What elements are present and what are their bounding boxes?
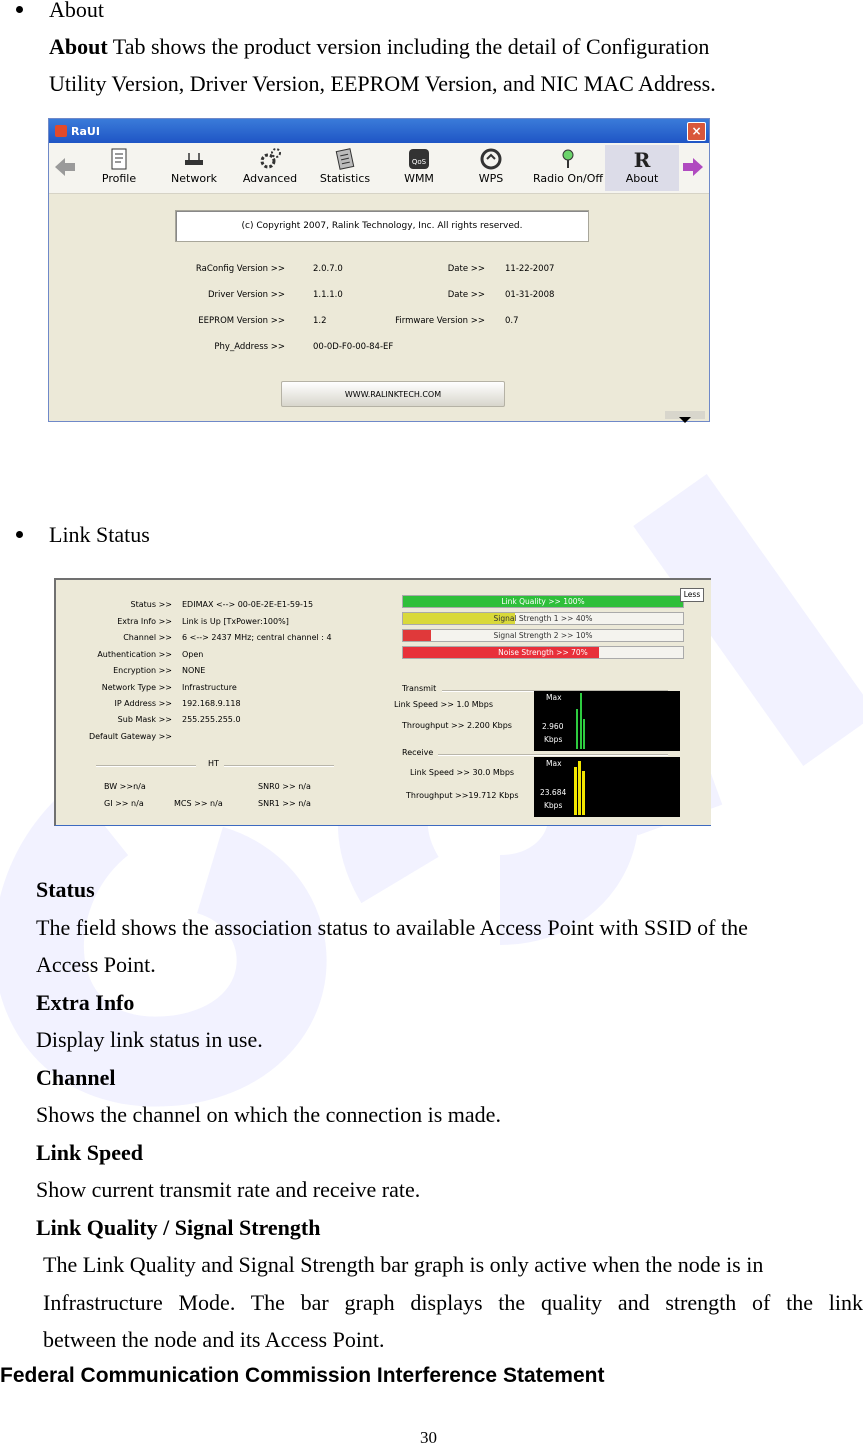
tab-wmm[interactable]: [397, 145, 441, 191]
sub-mask-label: Sub Mask >>: [117, 715, 172, 724]
tab-about-label: About: [625, 172, 659, 185]
ip-address-label: IP Address >>: [114, 699, 172, 708]
receive-rate: 23.684: [540, 788, 567, 797]
transmit-max-label: Max: [546, 693, 562, 702]
firmware-version-label: Firmware Version >>: [395, 316, 485, 326]
gear-icon: [258, 147, 282, 171]
receive-link-speed: Link Speed >> 30.0 Mbps: [410, 768, 515, 777]
radio-icon: [556, 147, 580, 171]
def-desc: The Link Quality and Signal Strength bar graph is only active when the node is in: [43, 1252, 764, 1277]
transmit-spike: [583, 719, 585, 749]
receive-unit: Kbps: [544, 801, 563, 810]
wmm-qos-icon: [407, 147, 431, 171]
encryption-label: Encryption >>: [113, 666, 172, 675]
signal-strength-2-bar: [402, 629, 684, 642]
def-term: Status: [36, 877, 95, 902]
link-status-bullet-label: Link Status: [49, 522, 150, 547]
forward-arrow-icon[interactable]: [679, 145, 707, 191]
transmit-unit: Kbps: [544, 735, 563, 744]
extra-info-label: Extra Info >>: [117, 617, 172, 626]
about-description-line1: [49, 28, 709, 65]
network-type-label: Network Type >>: [101, 683, 172, 692]
noise-strength-text: Noise Strength >> 70%: [498, 648, 588, 657]
noise-strength-bar: [402, 646, 684, 659]
transmit-spike: [576, 709, 578, 749]
transmit-spike: [580, 693, 582, 749]
raui-title: RaUI: [71, 124, 100, 138]
channel-value: 6 <--> 2437 MHz; central channel : 4: [182, 633, 332, 642]
sub-mask-value: 255.255.255.0: [182, 715, 241, 724]
mcs-value: MCS >> n/a: [174, 799, 223, 808]
driver-version-value: 1.1.1.0: [313, 290, 343, 300]
link-quality-bar: [402, 595, 684, 608]
receive-title: Receive: [402, 748, 434, 757]
def-desc: Shows the channel on which the connection is made.: [36, 1102, 501, 1127]
tab-wps[interactable]: [469, 145, 513, 191]
wps-icon: [479, 147, 503, 171]
tab-wmm-label: WMM: [404, 172, 434, 185]
default-gateway-label: Default Gateway >>: [88, 732, 172, 741]
fcc-heading: Federal Communication Commission Interference Statement: [0, 1364, 605, 1387]
receive-max-label: Max: [546, 759, 562, 768]
back-arrow-icon[interactable]: [51, 145, 79, 191]
ip-address-value: 192.168.9.118: [182, 699, 241, 708]
tab-statistics[interactable]: [315, 145, 375, 191]
def-term: Link Quality / Signal Strength: [36, 1214, 321, 1240]
link-quality-text: Link Quality >> 100%: [501, 597, 585, 606]
receive-throughput: Throughput >>19.712 Kbps: [406, 791, 519, 800]
scroll-down-icon[interactable]: [665, 411, 705, 419]
close-button[interactable]: ×: [687, 122, 706, 141]
authentication-value: Open: [182, 650, 204, 659]
raui-window: [48, 118, 710, 422]
status-value: EDIMAX <--> 00-0E-2E-E1-59-15: [182, 600, 314, 609]
phy-address-label: Phy_Address >>: [214, 342, 285, 352]
transmit-title: Transmit: [402, 684, 437, 693]
profile-icon: [107, 147, 131, 171]
about-panel: [49, 194, 709, 421]
def-status: [36, 871, 863, 984]
snr0-value: SNR0 >> n/a: [258, 782, 311, 791]
about-description-line2: Utility Version, Driver Version, EEPROM Version, and NIC MAC Address.: [49, 71, 716, 96]
transmit-link-speed: Link Speed >> 1.0 Mbps: [394, 700, 493, 709]
network-type-value: Infrastructure: [182, 683, 237, 692]
network-icon: [182, 147, 206, 171]
tab-advanced[interactable]: [239, 145, 301, 191]
def-link-speed: [36, 1134, 863, 1209]
tab-profile-label: Profile: [101, 172, 137, 185]
def-desc: Infrastructure Mode. The bar graph displays the quality and strength of the link: [43, 1289, 863, 1315]
def-term: Channel: [36, 1064, 116, 1090]
def-desc: Display link status in use.: [36, 1027, 263, 1052]
gi-value: GI >> n/a: [104, 799, 144, 808]
driver-version-label: Driver Version >>: [207, 290, 285, 300]
def-channel: [36, 1059, 863, 1134]
extra-info-value: Link is Up [TxPower:100%]: [182, 617, 289, 626]
ht-separator-left: [96, 765, 196, 767]
tab-profile[interactable]: [97, 145, 141, 191]
less-button[interactable]: Less: [680, 588, 704, 602]
raui-toolbar: [49, 143, 709, 194]
receive-spike: [582, 771, 585, 815]
status-label: Status >>: [130, 600, 172, 609]
receive-spike: [574, 767, 577, 815]
def-term: Extra Info: [36, 989, 135, 1015]
about-lead-rest: Tab shows the product version including the detail of Configuration: [107, 34, 710, 59]
tab-radio-label: Radio On/Off: [533, 172, 603, 185]
driver-date-value: 01-31-2008: [505, 290, 555, 300]
phy-address-value: 00-0D-F0-00-84-EF: [313, 342, 394, 352]
receive-separator: [438, 754, 668, 756]
bullet-dot: [16, 6, 23, 13]
def-desc: Show current transmit rate and receive rate.: [36, 1177, 421, 1202]
ht-label: HT: [208, 759, 219, 768]
tab-statistics-label: Statistics: [319, 172, 371, 185]
tab-advanced-label: Advanced: [242, 172, 298, 185]
signal-strength-1-text: Signal Strength 1 >> 40%: [493, 614, 593, 623]
svg-text:QoS: QoS: [411, 158, 427, 166]
raconfig-version-label: RaConfig Version >>: [195, 264, 285, 274]
svg-text:R: R: [633, 148, 651, 171]
raconfig-date-label: Date >>: [447, 264, 485, 274]
def-desc: between the node and its Access Point.: [43, 1327, 385, 1352]
raui-logo-icon: [55, 125, 67, 137]
about-lead-bold: About: [49, 34, 108, 59]
eeprom-version-value: 1.2: [313, 316, 327, 326]
tab-about[interactable]: [605, 145, 679, 191]
bullet-dot: [16, 531, 23, 538]
tab-radio-on-off[interactable]: [527, 145, 609, 191]
def-extra-info: [36, 984, 863, 1059]
signal-strength-2-text: Signal Strength 2 >> 10%: [493, 631, 593, 640]
receive-spike: [578, 761, 581, 815]
transmit-graph: [534, 691, 680, 751]
firmware-version-value: 0.7: [505, 316, 519, 326]
snr1-value: SNR1 >> n/a: [258, 799, 311, 808]
def-term: Link Speed: [36, 1139, 143, 1165]
bw-value: BW >>n/a: [104, 782, 146, 791]
website-button[interactable]: WWW.RALINKTECH.COM: [281, 381, 505, 407]
raui-titlebar: [49, 119, 709, 143]
about-bullet-label: About: [49, 0, 104, 22]
driver-date-label: Date >>: [447, 290, 485, 300]
transmit-throughput: Throughput >> 2.200 Kbps: [402, 721, 512, 730]
definitions-block: [36, 871, 863, 1359]
tab-network[interactable]: [167, 145, 221, 191]
channel-label: Channel >>: [123, 633, 172, 642]
encryption-value: NONE: [182, 666, 206, 675]
link-status-panel: [54, 578, 711, 826]
copyright-box: (c) Copyright 2007, Ralink Technology, Inc. All rights reserved.: [175, 210, 589, 242]
raconfig-version-value: 2.0.7.0: [313, 264, 343, 274]
about-r-icon: [630, 147, 654, 171]
def-link-quality: [36, 1209, 863, 1359]
eeprom-version-label: EEPROM Version >>: [198, 316, 285, 326]
statistics-icon: [333, 147, 357, 171]
transmit-rate: 2.960: [542, 722, 564, 731]
def-desc: The field shows the association status to available Access Point with SSID of the: [36, 914, 748, 940]
def-desc: Access Point.: [36, 952, 156, 977]
ht-separator-right: [224, 765, 334, 767]
page-number: 30: [420, 1428, 437, 1447]
raconfig-date-value: 11-22-2007: [505, 264, 555, 274]
tab-network-label: Network: [171, 172, 217, 185]
receive-graph: [534, 757, 680, 817]
signal-strength-1-bar: [402, 612, 684, 625]
authentication-label: Authentication >>: [97, 650, 172, 659]
tab-wps-label: WPS: [478, 172, 504, 185]
